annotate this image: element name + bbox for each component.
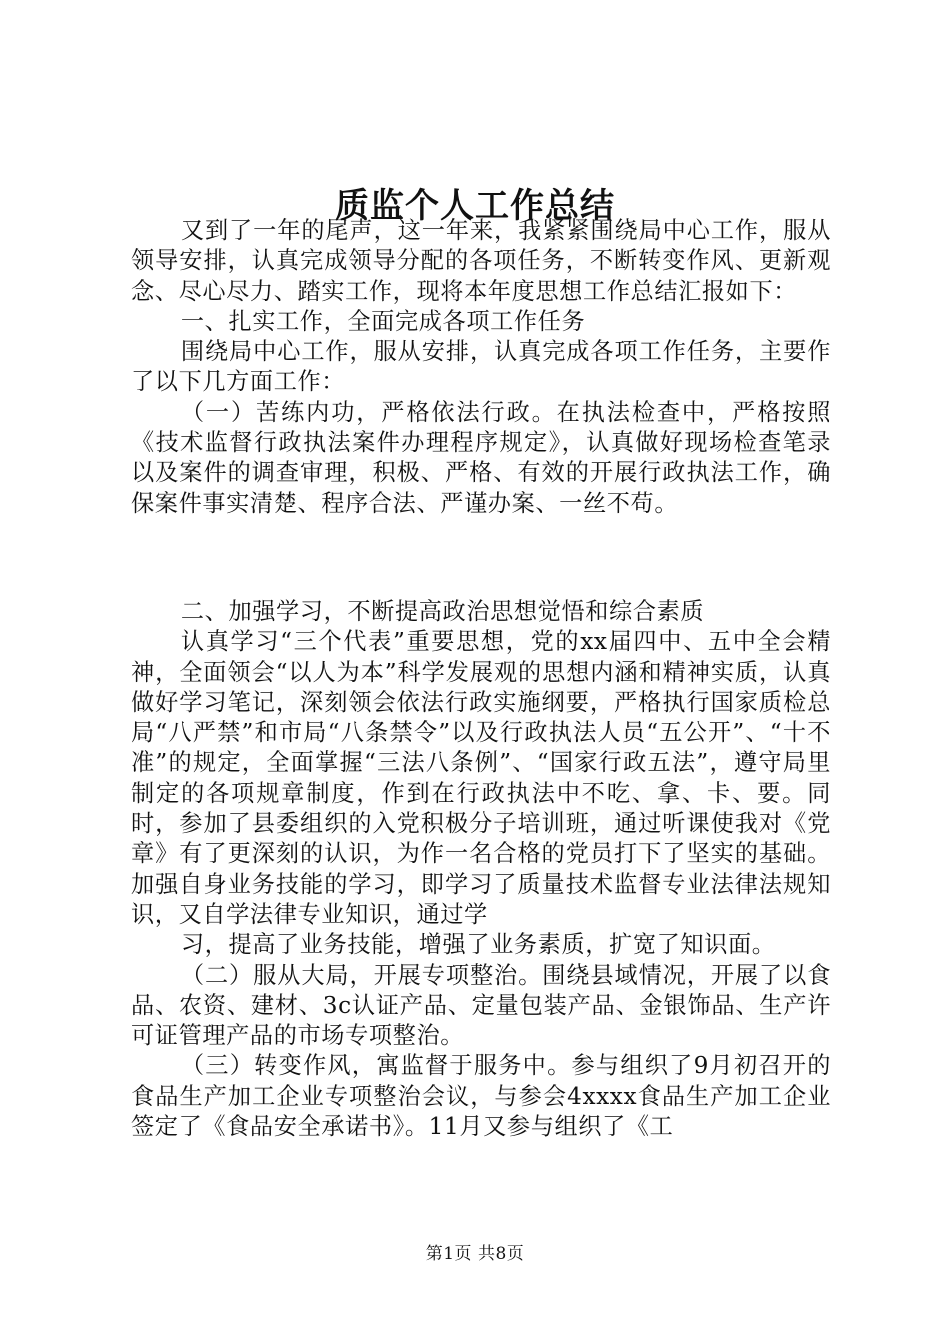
intro-paragraph: 又到了一年的尾声，这一年来，我紧紧围绕局中心工作，服从领导安排，认真完成领导分配的各项任务，不断转变作风、更新观念、尽心尽力、踏实工作，现将本年度思想工作总结汇报如下： <box>131 217 831 305</box>
page-footer: 第1页 共8页 <box>425 1244 525 1264</box>
item-one-paragraph: （一）苦练内功，严格依法行政。在执法检查中，严格按照《技术监督行政执法案件办理程序规定》，认真做好现场检查笔录以及案件的调查审理，积极、严格、有效的开展行政执法工作，确保案件事实清楚、程序合法、严谨办案、一丝不苟。 <box>131 398 831 517</box>
document-title: 质监个人工作总结 <box>335 186 615 226</box>
section-two-continuation: 习，提高了业务技能，增强了业务素质，扩宽了知识面。 <box>180 931 776 959</box>
section-two-paragraph: 认真学习“三个代表”重要思想，党的xx届四中、五中全会精神，全面领会“以人为本”科学发展观的思想内涵和精神实质，认真做好学习笔记，深刻领会依法行政实施纲要，严格执行国家质检总局“八严禁”和市局“八条禁令”以及行政执法人员“五公开”、“十不准”的规定，全面掌握“三法八条例”、“国家行政五法”，遵守局里制定的各项规章制度，作到在行政执法中不吃、拿、卡、要。同时，参加了县委组织的入党积极分子培训班，通过听课使我对《党章》有了更深刻的认识，为作一名合格的党员打下了坚实的基础。加强自身业务技能的学习，即学习了质量技术监督专业法律法规知识，又自学法律专业知识，通过学 <box>131 628 831 928</box>
section-one-heading: 一、扎实工作，全面完成各项工作任务 <box>180 307 586 335</box>
section-two <box>131 597 831 1142</box>
section-two-heading: 二、加强学习，不断提高政治思想觉悟和综合素质 <box>180 598 705 625</box>
item-two-paragraph: （二）服从大局，开展专项整治。围绕县域情况，开展了以食品、农资、建材、3c认证产品、定量包装产品、金银饰品、生产许可证管理产品的市场专项整治。 <box>131 961 831 1050</box>
section-one-paragraph: 围绕局中心工作，服从安排，认真完成各项工作任务，主要作了以下几方面工作： <box>131 338 831 396</box>
section-one <box>131 216 831 519</box>
item-three-paragraph: （三）转变作风，寓监督于服务中。参与组织了9月初召开的食品生产加工企业专项整治会议，与参会4xxxx食品生产加工企业签定了《食品安全承诺书》。11月又参与组织了《工 <box>131 1052 831 1141</box>
